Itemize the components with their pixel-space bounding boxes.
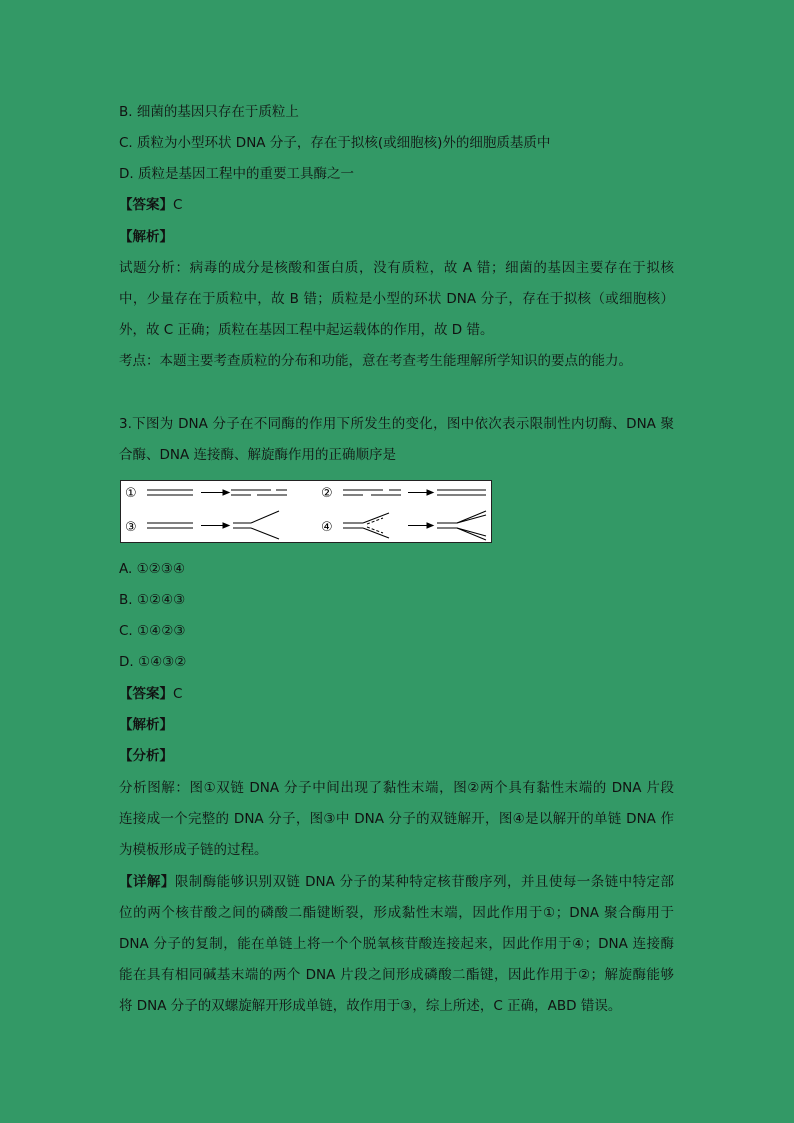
q3-xiangjie-line-5: 将 DNA 分子的双螺旋解开形成单链，故作用于③，综上所述，C 正确，ABD 错误。: [119, 998, 622, 1014]
p4-result-top-fork-a: [457, 511, 486, 523]
q2-analysis-tag: 【解析】: [119, 229, 173, 245]
q3-fenxi-line-3: 为模板形成子链的过程。: [119, 842, 268, 858]
p2-arrowhead: [427, 490, 433, 495]
xiangjie-tag: 【详解】: [119, 874, 175, 890]
figure-label-1: ①: [125, 486, 137, 501]
answer-value: C: [173, 686, 183, 702]
p3-result-bottom-fork: [251, 528, 279, 539]
p4-arrowhead: [427, 523, 433, 528]
xiangjie-first: 限制酶能够识别双链 DNA 分子的某种特定核苷酸序列，并且使每一条链中特定部: [174, 874, 675, 890]
q3-stem-line-2: 合酶、DNA 连接酶、解旋酶作用的正确顺序是: [119, 447, 397, 463]
q2-option-d: D. 质粒是基因工程中的重要工具酶之一: [119, 166, 354, 182]
q3-option-b: B. ①②④③: [119, 592, 186, 608]
q3-fenxi-tag: 【分析】: [119, 748, 173, 764]
q3-xiangjie-line-1: [119, 872, 674, 892]
q2-analysis-line-3: 外，故 C 正确；质粒在基因工程中起运载体的作用，故 D 错。: [119, 322, 494, 338]
q2-option-c: C. 质粒为小型环状 DNA 分子，存在于拟核(或细胞核)外的细胞质基质中: [119, 135, 551, 151]
q2-answer: [119, 195, 182, 215]
figure-label-3: ③: [125, 520, 137, 535]
q3-xiangjie-line-4: 能在具有相同碱基末端的两个 DNA 片段之间形成磷酸二酯键，因此作用于②；解旋酶能够: [119, 967, 674, 983]
answer-tag: 【答案】: [119, 686, 173, 702]
p3-result-top-fork: [251, 511, 279, 523]
q3-xiangjie-line-3: DNA 分子的复制，能在单链上将一个个脱氧核苷酸连接起来，因此作用于④；DNA 连接酶: [119, 936, 674, 952]
q2-kaodian: 考点：本题主要考查质粒的分布和功能，意在考查考生能理解所学知识的要点的能力。: [119, 353, 632, 369]
dna-enzyme-figure: [120, 480, 492, 543]
q3-answer: [119, 684, 182, 704]
q3-fenxi-line-2: 连接成一个完整的 DNA 分子，图③中 DNA 分子的双链解开，图④是以解开的单链 DNA 作: [119, 811, 674, 827]
q2-analysis-line-2: 中，少量存在于质粒中，故 B 错；质粒是小型的环状 DNA 分子，存在于拟核（或细胞核）: [119, 291, 674, 307]
q3-option-c: C. ①④②③: [119, 623, 186, 639]
q3-analysis-tag: 【解析】: [119, 717, 173, 733]
p4-fork-top: [363, 513, 389, 523]
p3-arrowhead: [223, 523, 229, 528]
p4-result-top-fork-b: [457, 515, 486, 523]
answer-tag: 【答案】: [119, 197, 173, 213]
figure-label-4: ④: [321, 520, 333, 535]
q2-option-b: B. 细菌的基因只存在于质粒上: [119, 104, 299, 120]
p1-arrowhead: [223, 490, 229, 495]
p4-result-bottom-fork-a: [457, 528, 486, 536]
p4-fork-bottom: [363, 528, 389, 538]
answer-value: C: [173, 197, 183, 213]
q3-stem-line-1: 3.下图为 DNA 分子在不同酶的作用下所发生的变化，图中依次表示限制性内切酶、DNA 聚: [119, 416, 674, 432]
q3-option-a: A. ①②③④: [119, 561, 185, 577]
q3-xiangjie-line-2: 位的两个核苷酸之间的磷酸二酯键断裂，形成黏性末端，因此作用于①；DNA 聚合酶用于: [119, 905, 674, 921]
p4-result-bottom-fork-b: [457, 528, 486, 540]
q2-analysis-line-1: 试题分析：病毒的成分是核酸和蛋白质，没有质粒，故 A 错；细菌的基因主要存在于拟核: [119, 260, 674, 276]
q3-fenxi-line-1: 分析图解：图①双链 DNA 分子中间出现了黏性末端，图②两个具有黏性末端的 DNA 片段: [119, 780, 674, 796]
figure-label-2: ②: [321, 486, 333, 501]
dna-diagram: [121, 481, 493, 544]
q3-option-d: D. ①④③②: [119, 654, 187, 670]
